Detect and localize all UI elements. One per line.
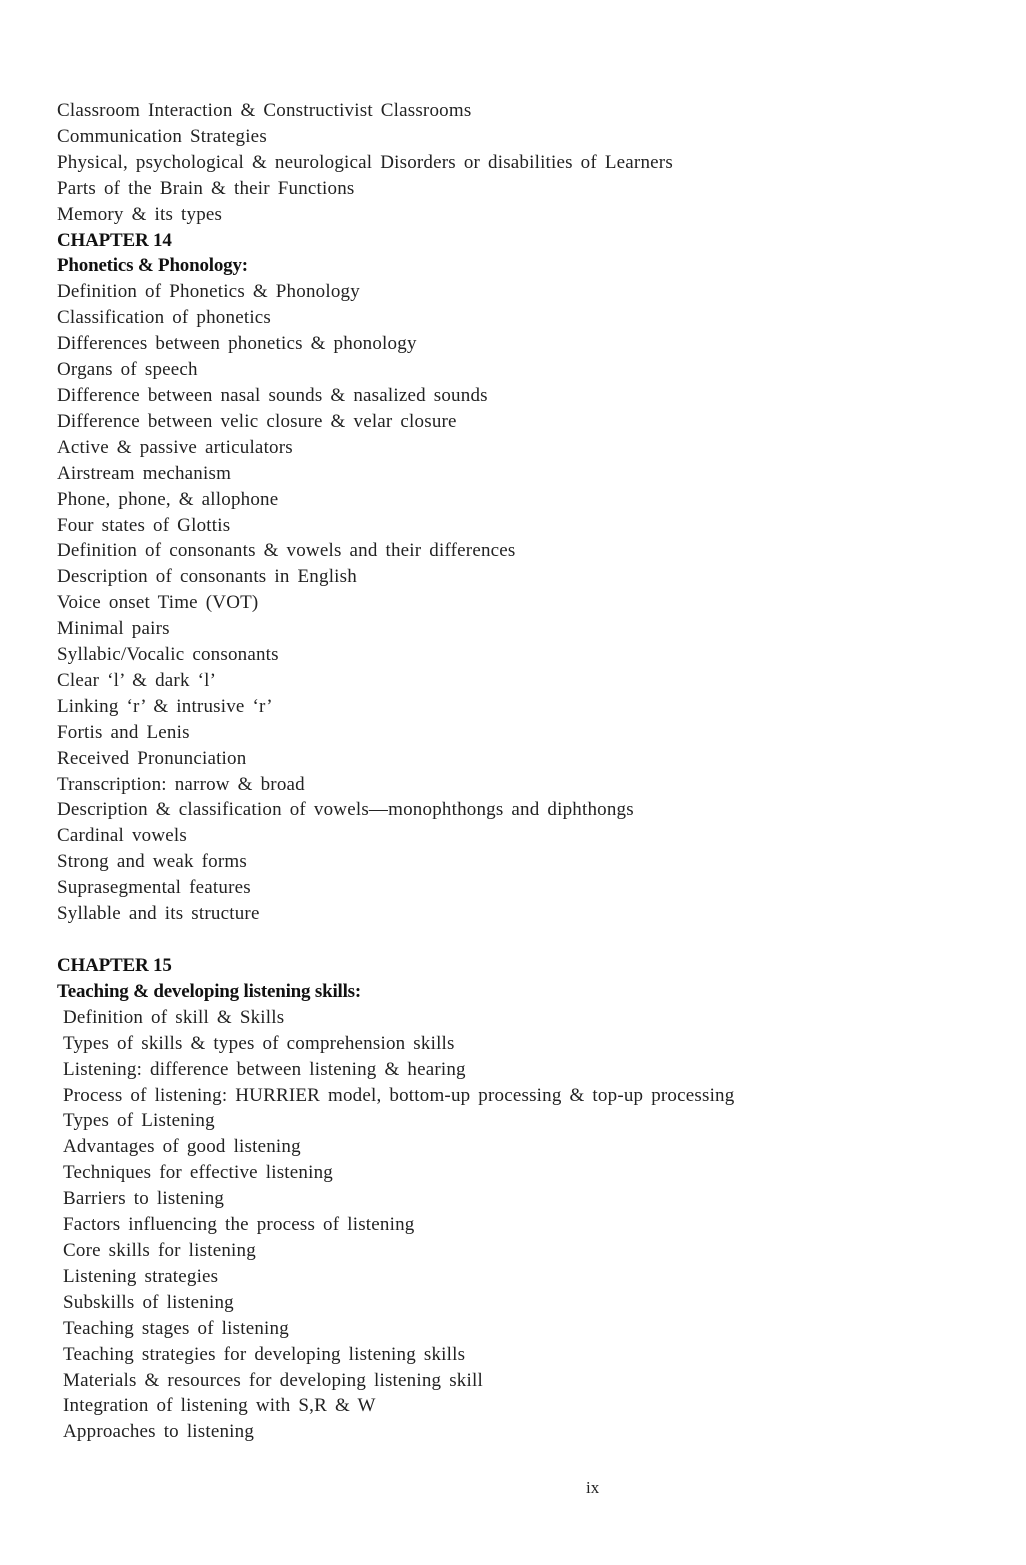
topic-item: Listening strategies bbox=[63, 1265, 219, 1287]
topic-item: Advantages of good listening bbox=[63, 1136, 301, 1158]
topic-item: Syllable and its structure bbox=[57, 903, 260, 925]
topic-item: Airstream mechanism bbox=[57, 462, 232, 484]
topic-item: Teaching strategies for developing listening skills bbox=[63, 1343, 466, 1365]
topic-item: Description of consonants in English bbox=[57, 566, 357, 588]
topic-item: Parts of the Brain & their Functions bbox=[57, 177, 355, 199]
page-number: ix bbox=[586, 1478, 600, 1497]
topic-item: Factors influencing the process of listening bbox=[63, 1214, 415, 1236]
topic-item: Classroom Interaction & Constructivist Classrooms bbox=[57, 100, 472, 121]
topic-item: Active & passive articulators bbox=[57, 436, 293, 458]
topic-item: Techniques for effective listening bbox=[63, 1162, 333, 1184]
topic-item: Communication Strategies bbox=[57, 125, 267, 147]
topic-item: Difference between nasal sounds & nasalized sounds bbox=[57, 384, 488, 406]
topic-item: Approaches to listening bbox=[63, 1421, 255, 1443]
chapter-15-title: Teaching & developing listening skills: bbox=[57, 980, 362, 1002]
topic-item: Phone, phone, & allophone bbox=[57, 488, 279, 510]
topic-item: Minimal pairs bbox=[57, 618, 170, 640]
topic-item: Difference between velic closure & velar closure bbox=[57, 410, 457, 432]
chapter-15-topic-list bbox=[57, 1005, 734, 1445]
chapter-15-label: CHAPTER 15 bbox=[57, 955, 172, 976]
chapter-14-topic-list bbox=[57, 279, 673, 927]
topic-item: Suprasegmental features bbox=[57, 877, 251, 899]
topic-item: Integration of listening with S,R & W bbox=[63, 1395, 376, 1417]
topic-item: Clear ‘l’ & dark ‘l’ bbox=[57, 669, 217, 691]
topic-item: Linking ‘r’ & intrusive ‘r’ bbox=[57, 695, 273, 717]
topic-item: Core skills for listening bbox=[63, 1239, 256, 1261]
chapter-14-title: Phonetics & Phonology: bbox=[57, 255, 248, 277]
topic-item: Listening: difference between listening & hearing bbox=[63, 1058, 466, 1080]
topic-item: Types of Listening bbox=[63, 1110, 215, 1132]
topic-item: Received Pronunciation bbox=[57, 747, 247, 769]
topic-item: Description & classification of vowels—monophthongs and diphthongs bbox=[57, 799, 634, 821]
topic-item: Strong and weak forms bbox=[57, 851, 247, 873]
topic-item: Teaching stages of listening bbox=[63, 1317, 289, 1339]
topic-item: Memory & its types bbox=[57, 203, 223, 225]
topic-item: Differences between phonetics & phonology bbox=[57, 333, 417, 355]
topic-item: Definition of skill & Skills bbox=[63, 1006, 285, 1028]
topic-item: Organs of speech bbox=[57, 359, 198, 381]
topic-item: Definition of consonants & vowels and their differences bbox=[57, 540, 516, 562]
topic-item: Barriers to listening bbox=[63, 1188, 225, 1210]
topic-item: Types of skills & types of comprehension skills bbox=[63, 1032, 455, 1054]
topic-item: Fortis and Lenis bbox=[57, 721, 190, 743]
topic-item: Classification of phonetics bbox=[57, 307, 272, 329]
topic-item: Process of listening: HURRIER model, bottom-up processing & top-up processing bbox=[63, 1084, 735, 1106]
topic-item: Cardinal vowels bbox=[57, 825, 188, 847]
topic-item: Four states of Glottis bbox=[57, 514, 231, 536]
contents-block-ch13 bbox=[57, 98, 673, 927]
topic-item: Definition of Phonetics & Phonology bbox=[57, 281, 360, 303]
contents-block-ch15 bbox=[57, 953, 734, 1445]
topic-item: Physical, psychological & neurological Disorders or disabilities of Learners bbox=[57, 151, 673, 173]
topic-item: Materials & resources for developing listening skill bbox=[63, 1369, 483, 1391]
topic-item: Transcription: narrow & broad bbox=[57, 773, 305, 795]
topic-item: Subskills of listening bbox=[63, 1291, 234, 1313]
topic-item: Voice onset Time (VOT) bbox=[57, 592, 259, 614]
topic-item: Syllabic/Vocalic consonants bbox=[57, 644, 279, 666]
intro-topic-list bbox=[57, 98, 673, 228]
chapter-14-label: CHAPTER 14 bbox=[57, 229, 172, 251]
